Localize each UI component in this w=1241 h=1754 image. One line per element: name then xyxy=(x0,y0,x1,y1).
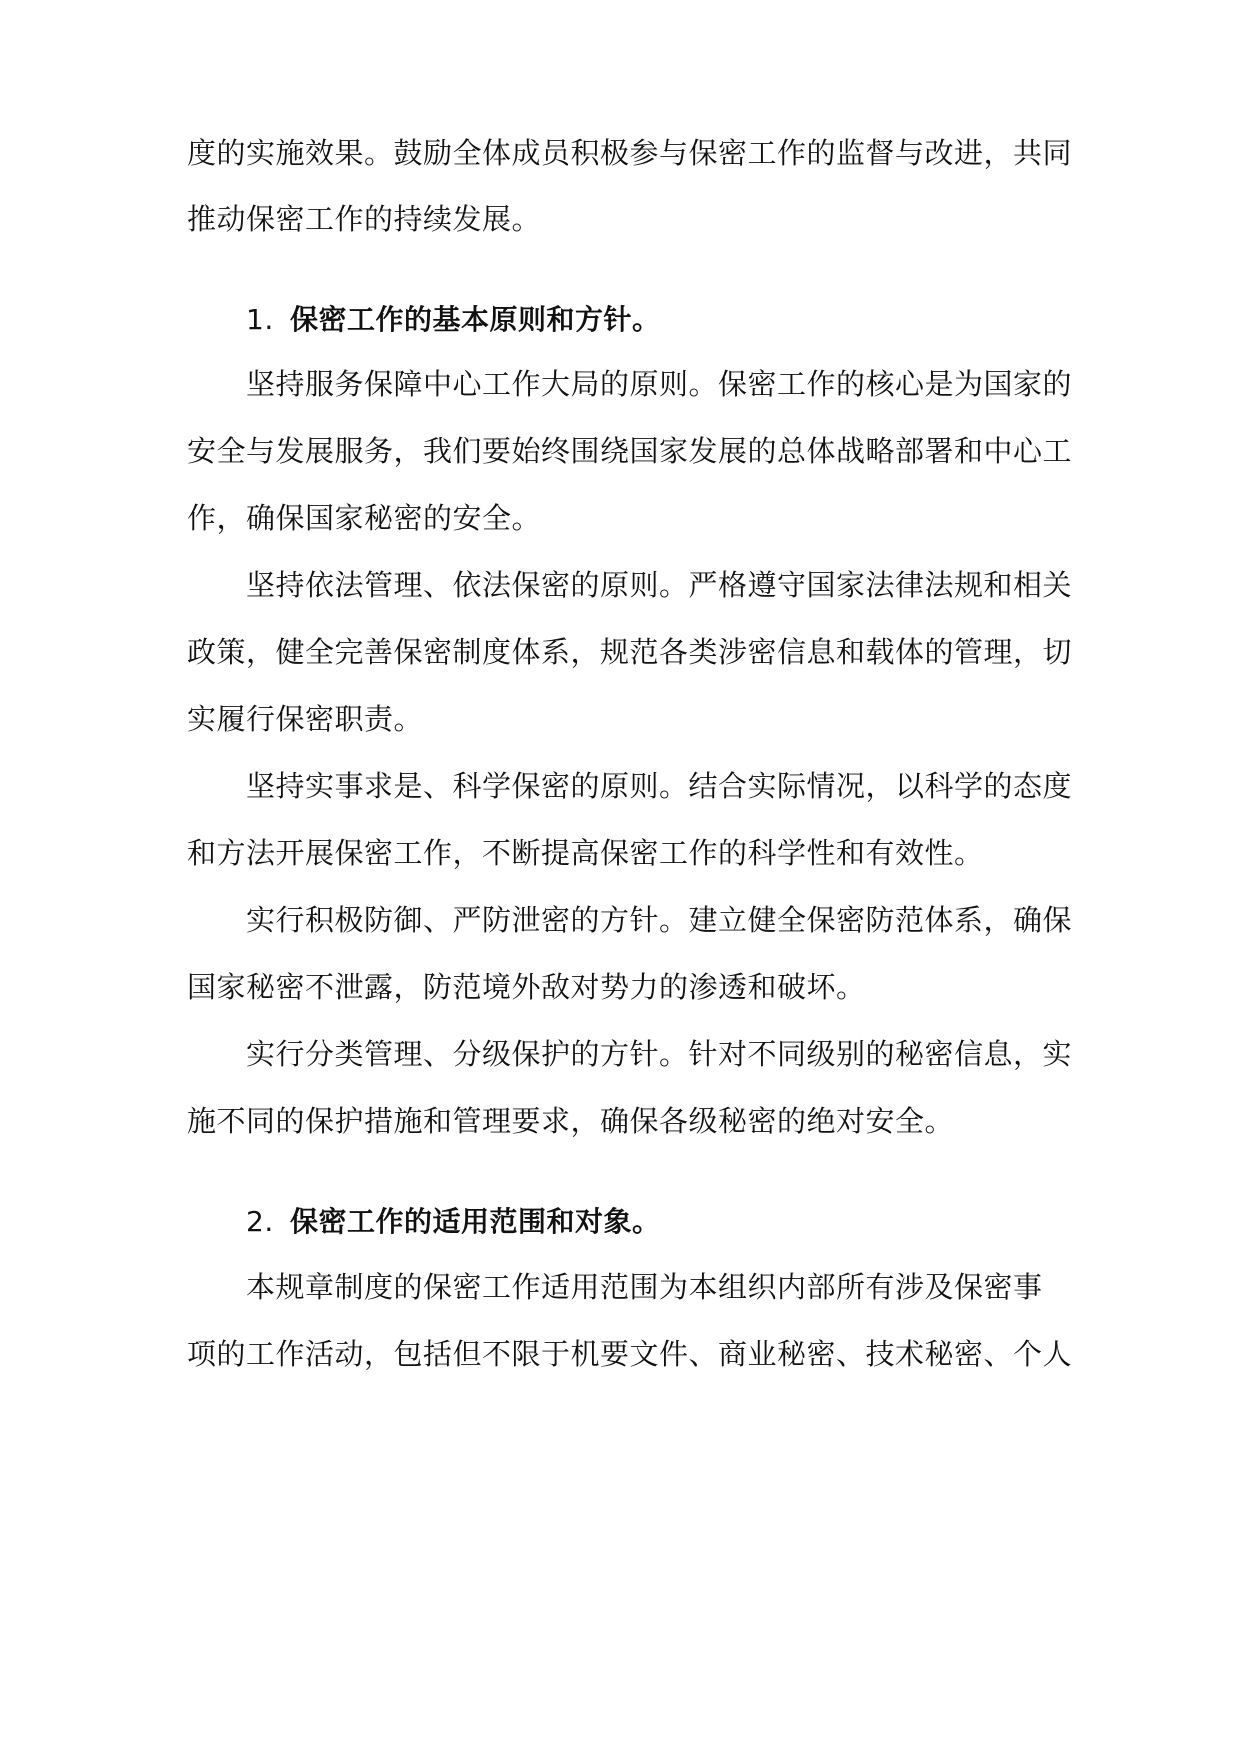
paragraph-line: 实行分类管理、分级保护的方针。针对不同级别的秘密信息，实 xyxy=(246,1037,1073,1071)
section-1-title: 保密工作的基本原则和方针。 xyxy=(290,303,661,336)
section-2-title: 保密工作的适用范围和对象。 xyxy=(290,1205,661,1238)
section-1-number: 1. xyxy=(246,303,274,336)
section-2-number: 2. xyxy=(246,1205,274,1238)
paragraph-line: 坚持依法管理、依法保密的原则。严格遵守国家法律法规和相关 xyxy=(246,568,1073,602)
paragraph-line: 坚持实事求是、科学保密的原则。结合实际情况，以科学的态度 xyxy=(246,769,1073,803)
paragraph-line: 施不同的保护措施和管理要求，确保各级秘密的绝对安全。 xyxy=(187,1104,955,1138)
paragraph-line: 国家秘密不泄露，防范境外敌对势力的渗透和破坏。 xyxy=(187,970,866,1004)
paragraph-line: 安全与发展服务，我们要始终围绕国家发展的总体战略部署和中心工 xyxy=(187,434,1073,468)
paragraph-line: 本规章制度的保密工作适用范围为本组织内部所有涉及保密事 xyxy=(246,1270,1043,1304)
paragraph-line: 实履行保密职责。 xyxy=(187,702,424,736)
intro-line-2: 推动保密工作的持续发展。 xyxy=(187,202,542,236)
paragraph-line: 项的工作活动，包括但不限于机要文件、商业秘密、技术秘密、个人 xyxy=(187,1337,1073,1371)
paragraph-line: 实行积极防御、严防泄密的方针。建立健全保密防范体系，确保 xyxy=(246,903,1073,937)
paragraph-line: 坚持服务保障中心工作大局的原则。保密工作的核心是为国家的 xyxy=(246,367,1073,401)
paragraph-line: 作，确保国家秘密的安全。 xyxy=(187,501,542,535)
intro-line-1: 度的实施效果。鼓励全体成员积极参与保密工作的监督与改进，共同 xyxy=(187,136,1073,170)
section-2-heading xyxy=(246,1192,1116,1252)
paragraph-line: 和方法开展保密工作，不断提高保密工作的科学性和有效性。 xyxy=(187,836,984,870)
paragraph-line: 政策，健全完善保密制度体系，规范各类涉密信息和载体的管理，切 xyxy=(187,635,1073,669)
section-1-heading xyxy=(246,290,1116,350)
